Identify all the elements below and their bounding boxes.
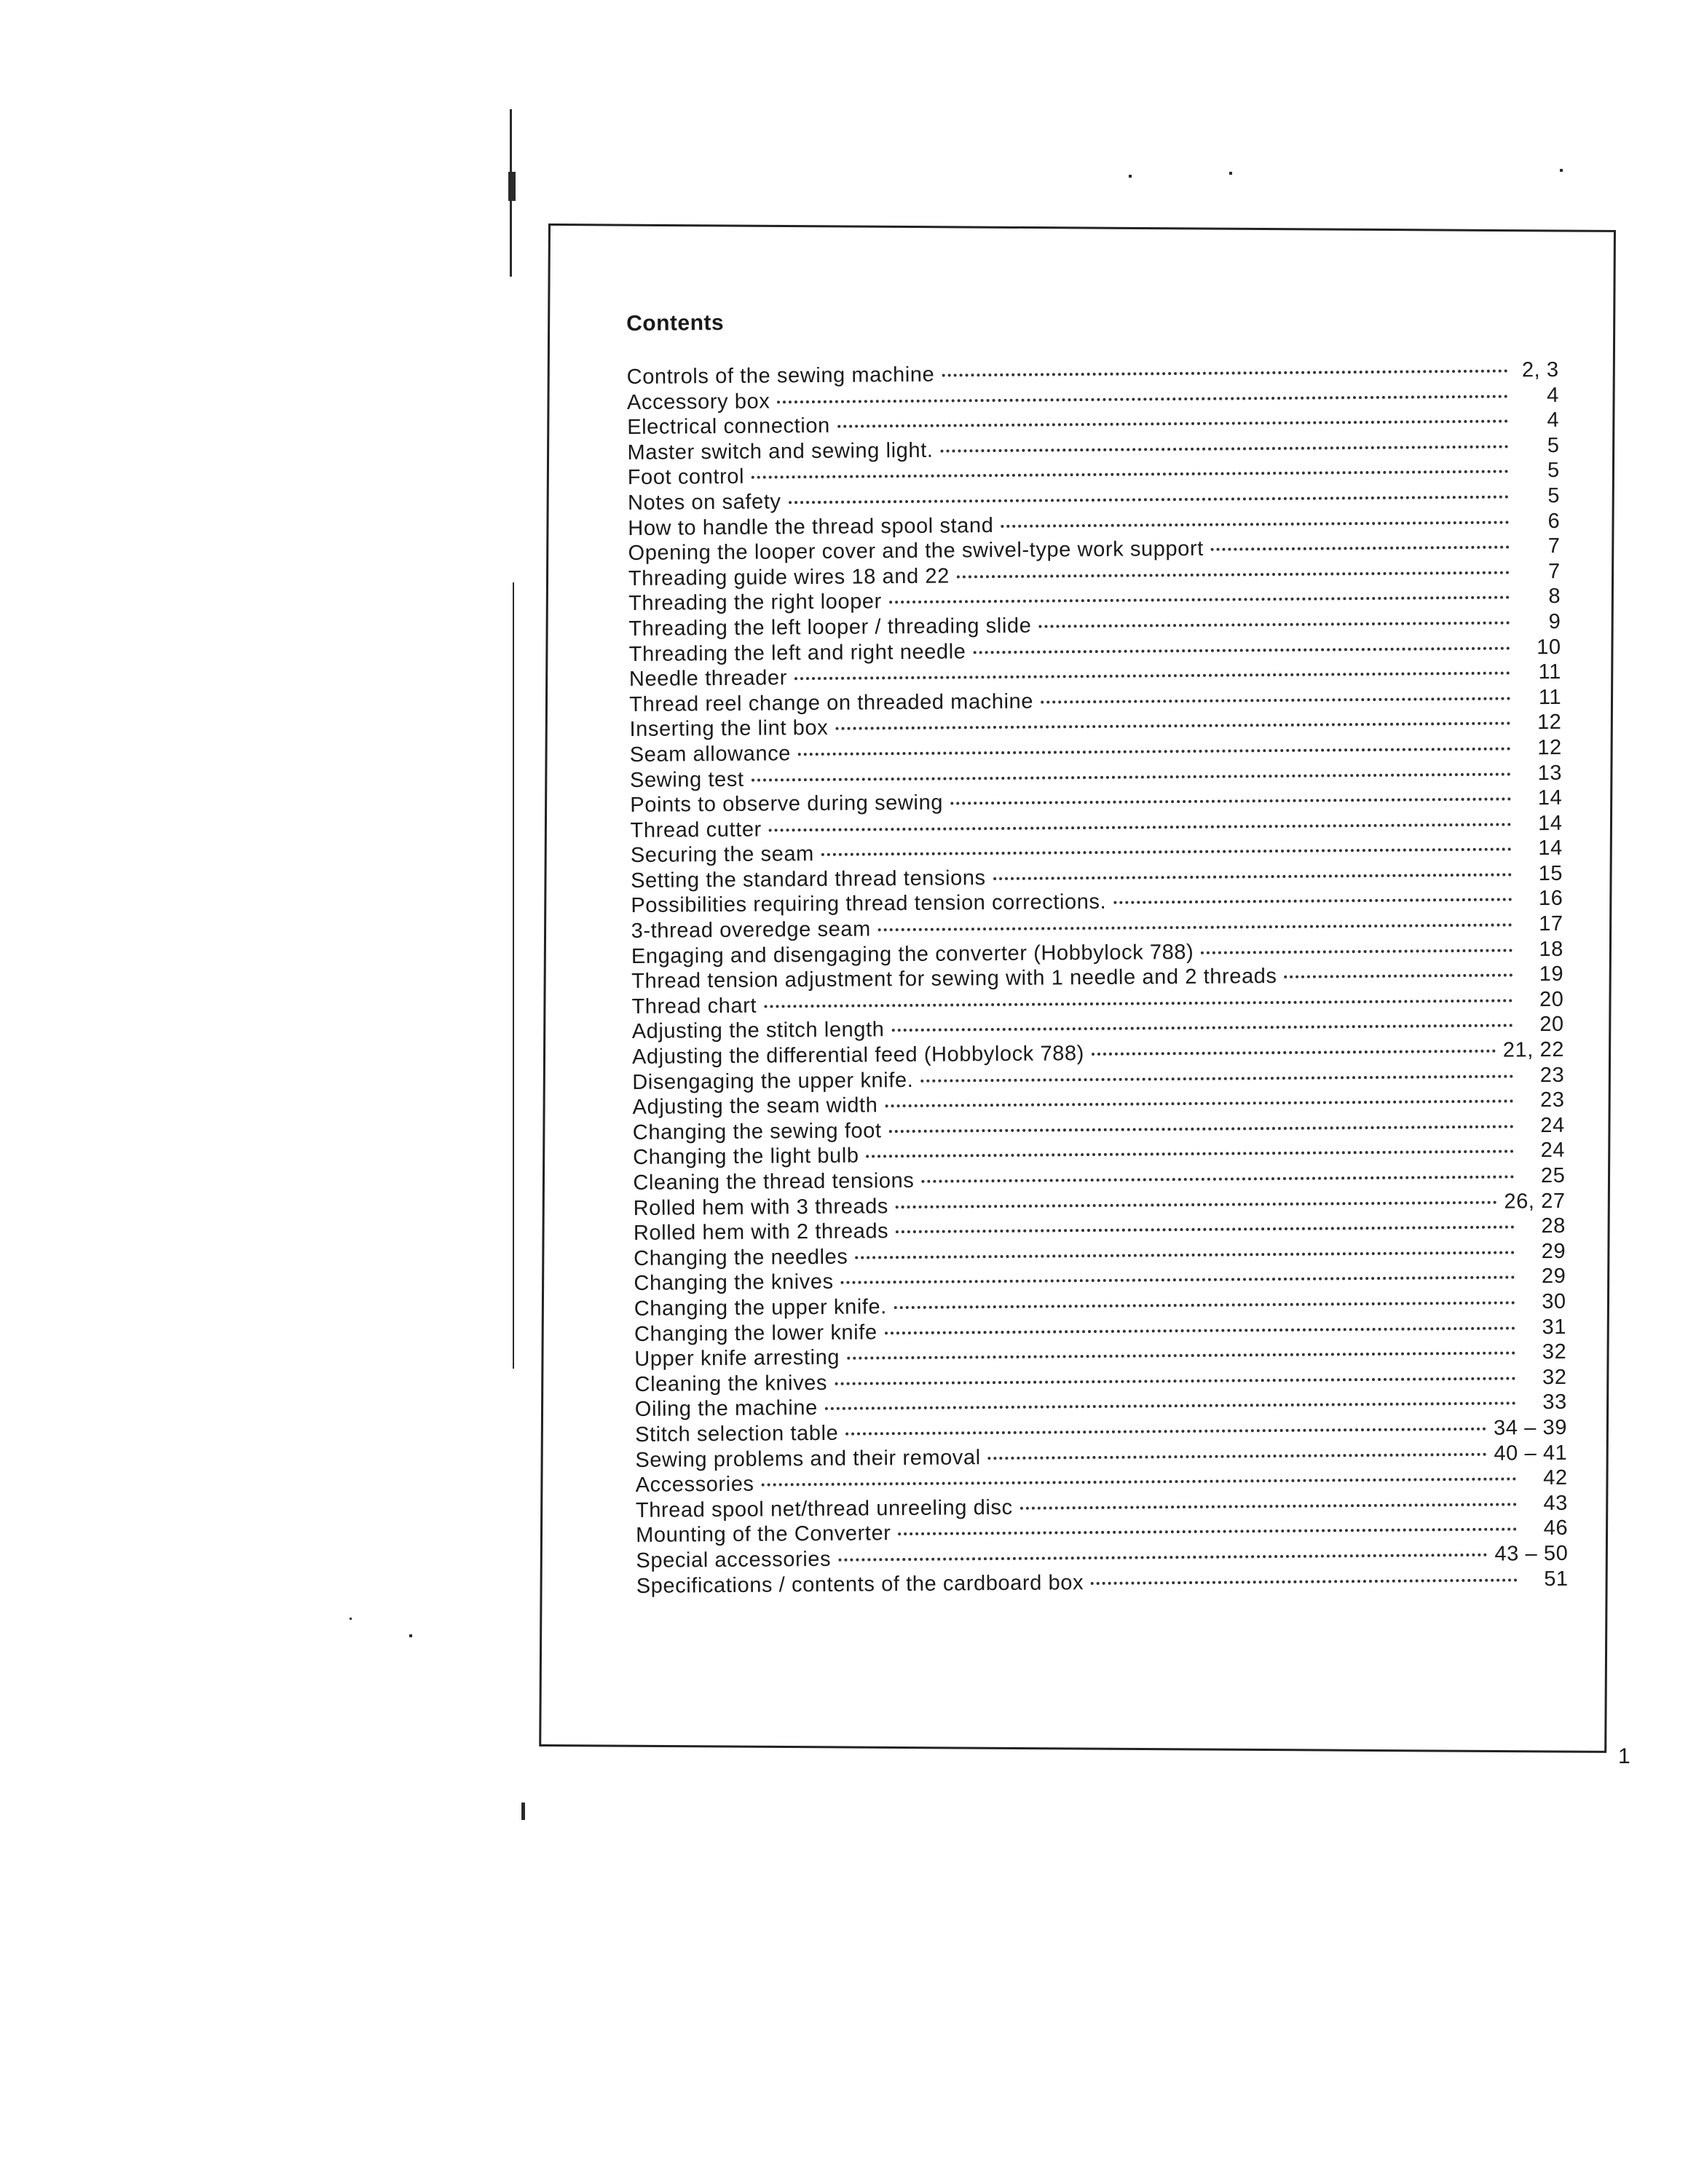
toc-entry-page: 12 bbox=[1537, 735, 1562, 760]
dot-leader bbox=[1020, 1503, 1517, 1509]
toc-entry-page: 12 bbox=[1537, 711, 1562, 735]
dot-leader bbox=[867, 1150, 1515, 1158]
toc-entry-label: Thread tension adjustment for sewing with 1 needle and 2 threads bbox=[631, 965, 1277, 994]
toc-entry-page: 18 bbox=[1539, 937, 1564, 961]
toc-entry-label: Foot control bbox=[627, 465, 745, 490]
dot-leader bbox=[920, 1075, 1513, 1082]
dot-leader bbox=[1038, 621, 1510, 628]
dot-leader bbox=[855, 1251, 1515, 1259]
dot-leader bbox=[894, 1301, 1515, 1309]
dot-leader bbox=[942, 369, 1507, 376]
toc-entry-label: Changing the needles bbox=[634, 1245, 848, 1270]
toc-entry-label: Possibilities requiring thread tension corrections. bbox=[631, 890, 1107, 918]
dot-leader bbox=[838, 1554, 1487, 1562]
dot-leader bbox=[1113, 898, 1512, 904]
toc-entry-page: 5 bbox=[1547, 483, 1561, 508]
scan-speck bbox=[1229, 172, 1232, 175]
toc-entry-label: Cleaning the knives bbox=[634, 1371, 828, 1396]
dot-leader bbox=[1211, 546, 1510, 551]
dot-leader bbox=[764, 999, 1513, 1008]
toc-entry-label: 3-thread overedge seam bbox=[631, 917, 871, 943]
toc-entry-label: Thread chart bbox=[631, 994, 757, 1018]
dot-leader bbox=[973, 646, 1510, 654]
toc-entry-label: Electrical connection bbox=[627, 414, 830, 440]
toc-entry-page: 7 bbox=[1547, 559, 1561, 583]
toc-entry-label: Special accessories bbox=[636, 1547, 832, 1572]
dot-leader bbox=[1285, 974, 1513, 978]
toc-list bbox=[627, 358, 1569, 1599]
scan-speck bbox=[1129, 175, 1132, 178]
table-of-contents bbox=[626, 304, 1569, 1599]
toc-entry-label: Notes on safety bbox=[627, 490, 781, 515]
dot-leader bbox=[878, 924, 1513, 932]
dot-leader bbox=[891, 1024, 1513, 1032]
toc-entry-page: 32 bbox=[1542, 1340, 1567, 1364]
toc-entry-page: 31 bbox=[1542, 1315, 1567, 1339]
toc-entry-page: 29 bbox=[1541, 1265, 1566, 1289]
toc-entry-label: Specifications / contents of the cardboard box bbox=[636, 1570, 1084, 1598]
dot-leader bbox=[1092, 1050, 1496, 1056]
dot-leader bbox=[762, 1478, 1517, 1487]
dot-leader bbox=[889, 596, 1510, 604]
toc-entry-page: 14 bbox=[1537, 786, 1563, 810]
dot-leader bbox=[835, 722, 1510, 730]
dot-leader bbox=[835, 1377, 1516, 1385]
toc-entry-label: Changing the knives bbox=[634, 1270, 834, 1296]
dot-leader bbox=[798, 747, 1511, 756]
toc-entry-page: 23 bbox=[1539, 1088, 1565, 1112]
toc-entry-page: 43 – 50 bbox=[1494, 1541, 1569, 1566]
dot-leader bbox=[845, 1428, 1486, 1436]
toc-entry-page: 29 bbox=[1541, 1239, 1566, 1263]
toc-entry-page: 9 bbox=[1548, 609, 1561, 634]
toc-entry-page: 33 bbox=[1542, 1390, 1567, 1415]
toc-entry-label: Thread reel change on threaded machine bbox=[629, 689, 1034, 716]
toc-entry-label: Opening the looper cover and the swivel-type work support bbox=[628, 537, 1204, 566]
dot-leader bbox=[837, 420, 1508, 428]
toc-entry-label: Changing the sewing foot bbox=[632, 1119, 882, 1144]
dot-leader bbox=[898, 1528, 1517, 1536]
toc-entry-label: Thread cutter bbox=[630, 818, 762, 842]
dot-leader bbox=[885, 1326, 1515, 1334]
dot-leader bbox=[1091, 1578, 1518, 1585]
toc-entry-label: Inserting the lint box bbox=[629, 716, 829, 742]
dot-leader bbox=[950, 798, 1511, 805]
toc-entry-label: Points to observe during sewing bbox=[630, 791, 944, 818]
toc-entry-label: Adjusting the differential feed (Hobbylock 788) bbox=[631, 1042, 1085, 1069]
toc-entry-page: 11 bbox=[1538, 685, 1562, 709]
toc-entry-label: Master switch and sewing light. bbox=[627, 438, 934, 464]
toc-entry-label: Rolled hem with 2 threads bbox=[633, 1219, 889, 1246]
toc-entry-page: 4 bbox=[1547, 383, 1560, 407]
binding-edge-line bbox=[513, 582, 514, 1369]
toc-entry-page: 34 – 39 bbox=[1493, 1415, 1568, 1440]
toc-entry-label: Cleaning the thread tensions bbox=[633, 1168, 915, 1195]
toc-entry-label: Accessory box bbox=[626, 389, 770, 414]
toc-entry-label: Threading the left and right needle bbox=[628, 639, 966, 666]
toc-entry-page: 8 bbox=[1548, 585, 1561, 609]
toc-entry-label: Disengaging the upper knife. bbox=[632, 1068, 914, 1094]
toc-entry-page: 15 bbox=[1538, 861, 1563, 886]
toc-entry-label: Threading the left looper / threading slide bbox=[628, 614, 1032, 641]
toc-entry-page: 43 bbox=[1543, 1491, 1569, 1515]
toc-entry-page: 19 bbox=[1539, 962, 1564, 986]
toc-entry-label: Thread spool net/thread unreeling disc bbox=[635, 1495, 1013, 1522]
toc-entry-page: 5 bbox=[1547, 459, 1560, 483]
dot-leader bbox=[885, 1100, 1513, 1108]
toc-entry-page: 42 bbox=[1543, 1466, 1568, 1490]
dot-leader bbox=[889, 1125, 1514, 1133]
toc-entry-page: 21, 22 bbox=[1502, 1037, 1565, 1062]
toc-entry-label: Adjusting the stitch length bbox=[631, 1018, 885, 1044]
toc-entry-page: 32 bbox=[1542, 1365, 1567, 1389]
scan-speck bbox=[1560, 169, 1563, 172]
dot-leader bbox=[825, 1402, 1516, 1410]
toc-entry-page: 13 bbox=[1537, 761, 1563, 785]
toc-entry-page: 4 bbox=[1547, 408, 1560, 432]
toc-entry-page: 17 bbox=[1539, 911, 1563, 936]
dot-leader bbox=[752, 772, 1511, 781]
toc-entry-label: Rolled hem with 3 threads bbox=[633, 1194, 889, 1220]
dot-leader bbox=[841, 1276, 1515, 1284]
dot-leader bbox=[896, 1226, 1515, 1234]
toc-entry-page: 24 bbox=[1540, 1113, 1565, 1137]
toc-entry-label: Adjusting the seam width bbox=[632, 1093, 878, 1120]
scan-speck bbox=[521, 1803, 525, 1820]
toc-entry-page: 10 bbox=[1537, 635, 1561, 659]
toc-entry-label: Changing the lower knife bbox=[634, 1320, 877, 1346]
toc-entry-label: Needle threader bbox=[628, 666, 788, 692]
contents-heading: Contents bbox=[626, 310, 725, 336]
dot-leader bbox=[940, 445, 1508, 452]
scan-speck bbox=[350, 1618, 352, 1620]
toc-entry-label: Oiling the machine bbox=[634, 1396, 818, 1422]
dot-leader bbox=[1001, 521, 1509, 527]
dot-leader bbox=[789, 495, 1510, 504]
toc-entry-label: Sewing problems and their removal bbox=[635, 1445, 981, 1472]
toc-entry-page: 5 bbox=[1547, 433, 1560, 457]
toc-entry-page: 20 bbox=[1539, 987, 1564, 1012]
toc-entry-label: Stitch selection table bbox=[634, 1421, 839, 1447]
dot-leader bbox=[769, 823, 1512, 831]
toc-entry-label: Accessories bbox=[635, 1472, 754, 1497]
dot-leader bbox=[752, 470, 1509, 479]
dot-leader bbox=[821, 848, 1512, 856]
dot-leader bbox=[794, 672, 1510, 681]
toc-entry-label: How to handle the thread spool stand bbox=[628, 513, 994, 540]
toc-entry-label: Seam allowance bbox=[629, 742, 792, 767]
toc-entry-page: 46 bbox=[1543, 1516, 1569, 1540]
dot-leader bbox=[993, 873, 1512, 880]
toc-entry-page: 6 bbox=[1547, 509, 1561, 533]
dot-leader bbox=[921, 1175, 1514, 1182]
toc-entry-label: Threading guide wires 18 and 22 bbox=[628, 564, 950, 590]
toc-entry-label: Mounting of the Converter bbox=[636, 1522, 891, 1548]
toc-entry-label: Threading the right looper bbox=[628, 590, 882, 616]
toc-entry-page: 51 bbox=[1544, 1567, 1569, 1591]
toc-entry-page: 20 bbox=[1539, 1013, 1564, 1037]
toc-entry-page: 26, 27 bbox=[1504, 1189, 1566, 1214]
toc-entry-label: Engaging and disengaging the converter (Hobbylock 788) bbox=[631, 940, 1194, 968]
toc-entry-label: Setting the standard thread tensions bbox=[631, 866, 986, 893]
toc-entry-page: 25 bbox=[1540, 1163, 1566, 1188]
toc-entry-page: 28 bbox=[1541, 1214, 1566, 1238]
dot-leader bbox=[988, 1452, 1487, 1459]
toc-entry-page: 7 bbox=[1547, 534, 1561, 558]
toc-entry-page: 11 bbox=[1538, 660, 1562, 684]
dot-leader bbox=[896, 1200, 1496, 1208]
scan-speck bbox=[409, 1634, 412, 1637]
dot-leader bbox=[847, 1352, 1515, 1360]
toc-entry-page: 2, 3 bbox=[1521, 357, 1559, 382]
toc-entry-page: 40 – 41 bbox=[1494, 1441, 1568, 1465]
toc-entry-label: Changing the light bulb bbox=[633, 1144, 859, 1170]
toc-entry-page: 24 bbox=[1540, 1139, 1566, 1163]
toc-entry-label: Controls of the sewing machine bbox=[626, 363, 935, 389]
dot-leader bbox=[957, 571, 1510, 578]
scan-speck bbox=[508, 172, 516, 201]
dot-leader bbox=[777, 395, 1508, 403]
toc-entry-page: 14 bbox=[1537, 811, 1563, 835]
toc-entry-page: 23 bbox=[1539, 1063, 1565, 1087]
dot-leader bbox=[1201, 949, 1513, 954]
dot-leader bbox=[1041, 697, 1510, 703]
toc-entry-page: 16 bbox=[1538, 887, 1563, 911]
toc-entry-page: 30 bbox=[1542, 1289, 1566, 1314]
toc-entry-page: 14 bbox=[1538, 836, 1563, 860]
toc-entry-label: Sewing test bbox=[629, 767, 744, 792]
toc-entry-label: Upper knife arresting bbox=[634, 1345, 840, 1372]
toc-entry-label: Securing the seam bbox=[630, 842, 814, 868]
toc-entry-label: Changing the upper knife. bbox=[634, 1295, 888, 1321]
page-number: 1 bbox=[1618, 1744, 1630, 1768]
